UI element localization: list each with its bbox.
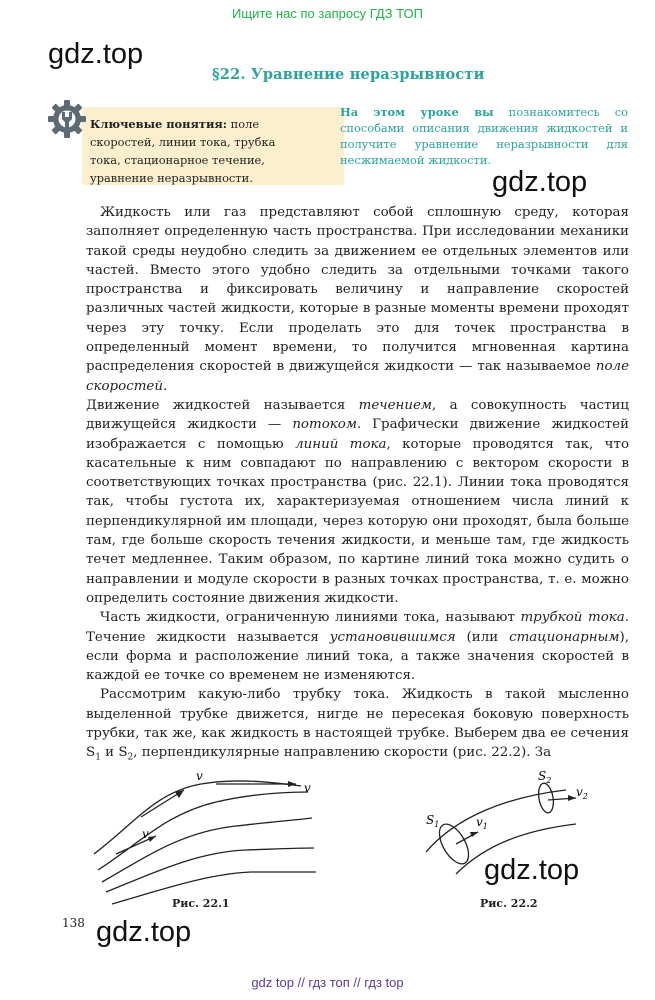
page-number: 138 — [62, 916, 85, 930]
lesson-intro-text: познакомитесь со способами описания движения жидкостей и получите уравнение неразрывности для несжимаемой жидкости. — [340, 105, 629, 167]
lesson-intro-label: На этом уроке вы — [340, 105, 494, 119]
text-run: (или — [455, 629, 510, 645]
text-run: , а совокупность частиц движущейся жидкости — — [86, 397, 629, 433]
fig2-label-v2: $v_2$ — [576, 785, 588, 801]
subscript: 2 — [127, 752, 134, 763]
term-italic: течением — [358, 397, 433, 413]
fig1-label-v: v — [304, 781, 311, 795]
watermark-logo: gdz.top — [484, 854, 580, 886]
fig1-label-v: v — [196, 769, 203, 783]
text-run: Часть жидкости, ограниченную линиями тока, называют — [100, 610, 521, 626]
text-run: . Графически движение жидкостей изображается с помощью — [86, 417, 629, 452]
lesson-intro — [340, 104, 628, 168]
paragraph — [86, 608, 629, 685]
fig2-label-s1: $S_1$ — [426, 813, 440, 829]
key-concepts-label: Ключевые понятия: — [90, 117, 228, 131]
fig2-label-s2: $S_2$ — [538, 769, 552, 785]
figures-area — [86, 762, 646, 912]
text-run: , которые проводятся так, что касательные к ним совпадают по направлению с вектором скорости в соответствующих точках пространства (рис. 22.1). Линии тока проводятся так, чтобы густота их, характеризуемая отношением числа линий к перпендикулярной им площади, через которую они проходят, была больше там, где больше скорость течения жидкости, и меньше там, где жидкость течет медленнее. Таким образом, по картине линий тока можно судить о направлении и модуле скорости в разных точках пространства, т. е. можно определить состояние движения жидкости. — [86, 436, 630, 606]
term-italic: потоком — [292, 417, 357, 433]
cross-section-s2 — [537, 782, 556, 814]
text-run: ), если форма и расположение линий тока, а также значения скоростей в каждой ее точке со временем не изменяются. — [86, 629, 630, 684]
text-run: Рассмотрим какую-либо трубку тока. Жидкость в такой мысленно выделенной трубке движется, нигде не пересекая боковую поверхность трубки, так же, как жидкость в настоящей трубке. Выберем два ее сечения S — [86, 687, 629, 761]
figure-caption: Рис. 22.2 — [480, 897, 538, 910]
text-run: и S — [100, 745, 128, 761]
text-run: . Течение жидкости называется — [86, 610, 629, 645]
gear-icon — [46, 98, 88, 140]
figure-caption: Рис. 22.1 — [172, 897, 230, 910]
tube-wall — [456, 824, 576, 874]
arrowhead — [148, 836, 156, 842]
top-banner[interactable]: Ищите нас по запросу ГДЗ ТОП — [232, 6, 423, 21]
paragraph — [86, 203, 629, 396]
body-text — [86, 203, 629, 768]
streamline — [106, 848, 314, 892]
text-run: Движение жидкостей называется — [86, 397, 359, 413]
key-concepts-text — [90, 115, 302, 187]
paragraph — [86, 396, 629, 608]
fig2-label-v1: $v_1$ — [476, 815, 488, 831]
term-italic: стационарным — [509, 629, 620, 645]
term-italic: трубкой тока — [520, 610, 625, 626]
cross-section-s1 — [433, 819, 474, 868]
figure-22-2 — [426, 782, 576, 874]
text-run: . — [162, 378, 168, 394]
footer-links[interactable]: gdz top // гдз топ // гдз top — [251, 975, 404, 990]
term-italic: установившимся — [329, 629, 456, 645]
term-italic: поле скоростей — [86, 359, 629, 394]
term-italic: линий тока — [295, 436, 387, 452]
text-run: Жидкость или газ представляют собой сплошную среду, которая заполняет определенную часть пространства. При исследовании механики такой среды неудобно следить за движением ее отдельных элементов или частей. Вместо этого удобно следить за отдельными точками такого пространства и фиксировать величину и направление скоростей различных частей жидкости, которые в разные моменты времени проходят через эту точку. Если проделать это для точек пространства в определенный момент времени, то получится мгновенная картина распределения скоростей в движущейся жидкости — так называемое — [86, 205, 629, 375]
figure-22-1 — [94, 781, 316, 904]
arrowhead — [568, 795, 576, 801]
tube-wall — [426, 790, 566, 852]
key-concepts-list: поле скоростей, линии тока, трубка тока, стационарное течение, уравнение неразрывности. — [90, 117, 276, 185]
streamline — [94, 781, 301, 854]
fig1-label-v: v — [142, 827, 149, 841]
paragraph — [86, 685, 629, 768]
watermark-logo: gdz.top — [492, 166, 588, 198]
watermark-logo: gdz.top — [96, 916, 192, 948]
watermark-logo: gdz.top — [48, 38, 144, 70]
section-title: §22. Уравнение неразрывности — [212, 66, 485, 83]
subscript: 1 — [95, 752, 101, 763]
streamline — [98, 792, 308, 870]
arrowhead — [288, 781, 296, 787]
text-run: , перпендикулярные направлению скорости (рис. 22.2). За — [133, 745, 552, 761]
